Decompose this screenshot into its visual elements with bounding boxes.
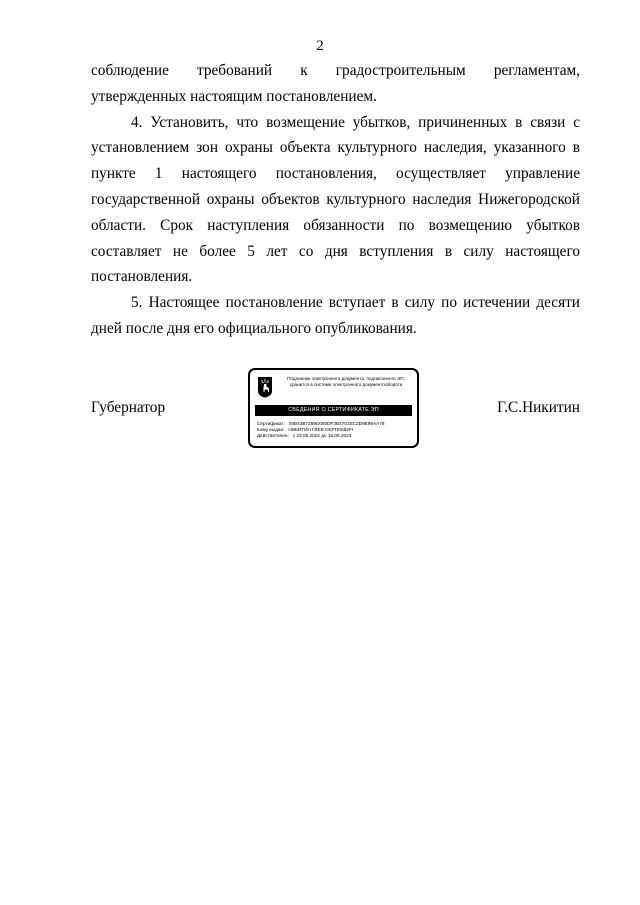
- certificate-details: [257, 421, 415, 440]
- signatory-name: Г.С.Никитин: [497, 399, 580, 416]
- paragraph-item-5: 5. Настоящее постановление вступает в силу по истечении десяти дней после дня его официального опубликования.: [91, 294, 580, 337]
- page-number: 2: [316, 38, 324, 54]
- paragraph-item-4: 4. Установить, что возмещение убытков, причиненных в связи с установлением зон охраны объекта культурного наследия, указанного в пункте 1 настоящего постановления, осуществляет управление государственной охраны объектов культурного наследия Нижегородской области. Срок наступления обязанности по возмещению убытков составляет не более 5 лет со дня вступления в силу настоящего постановления.: [91, 113, 580, 286]
- electronic-signature-stamp: [248, 368, 419, 448]
- stamp-banner: СВЕДЕНИЯ О СЕРТИФИКАТЕ ЭП: [255, 405, 412, 416]
- certificate-number-value: 00B43B7289D093DF3B4703SC2D9E99AA78: [288, 421, 385, 426]
- certificate-validity-value: с 23.05.2022 до 16.08.2023: [292, 433, 352, 439]
- paragraph-continuation: соблюдение требований к градостроительным регламентам, утвержденных настоящим постановлением.: [91, 62, 580, 105]
- signature-block: [91, 368, 580, 454]
- certificate-owner-label: Кому выдан:: [257, 427, 285, 433]
- document-body: [91, 58, 580, 342]
- certificate-validity-label: Действителен:: [257, 433, 289, 439]
- signatory-title: Губернатор: [91, 399, 166, 416]
- stamp-note: [276, 376, 416, 388]
- certificate-number-label: Сертификат:: [257, 421, 285, 426]
- certificate-owner-value: НИКИТИН ГЛЕБ СЕРГЕЕВИЧ: [288, 427, 354, 433]
- certificate-validity-row: [257, 433, 415, 439]
- stamp-note-line: Подлинник электронного документа, подписанного ЭП,: [287, 376, 405, 381]
- deer-emblem-icon: [257, 376, 273, 398]
- stamp-note-line: хранится в системе электронного документооборота: [289, 382, 403, 387]
